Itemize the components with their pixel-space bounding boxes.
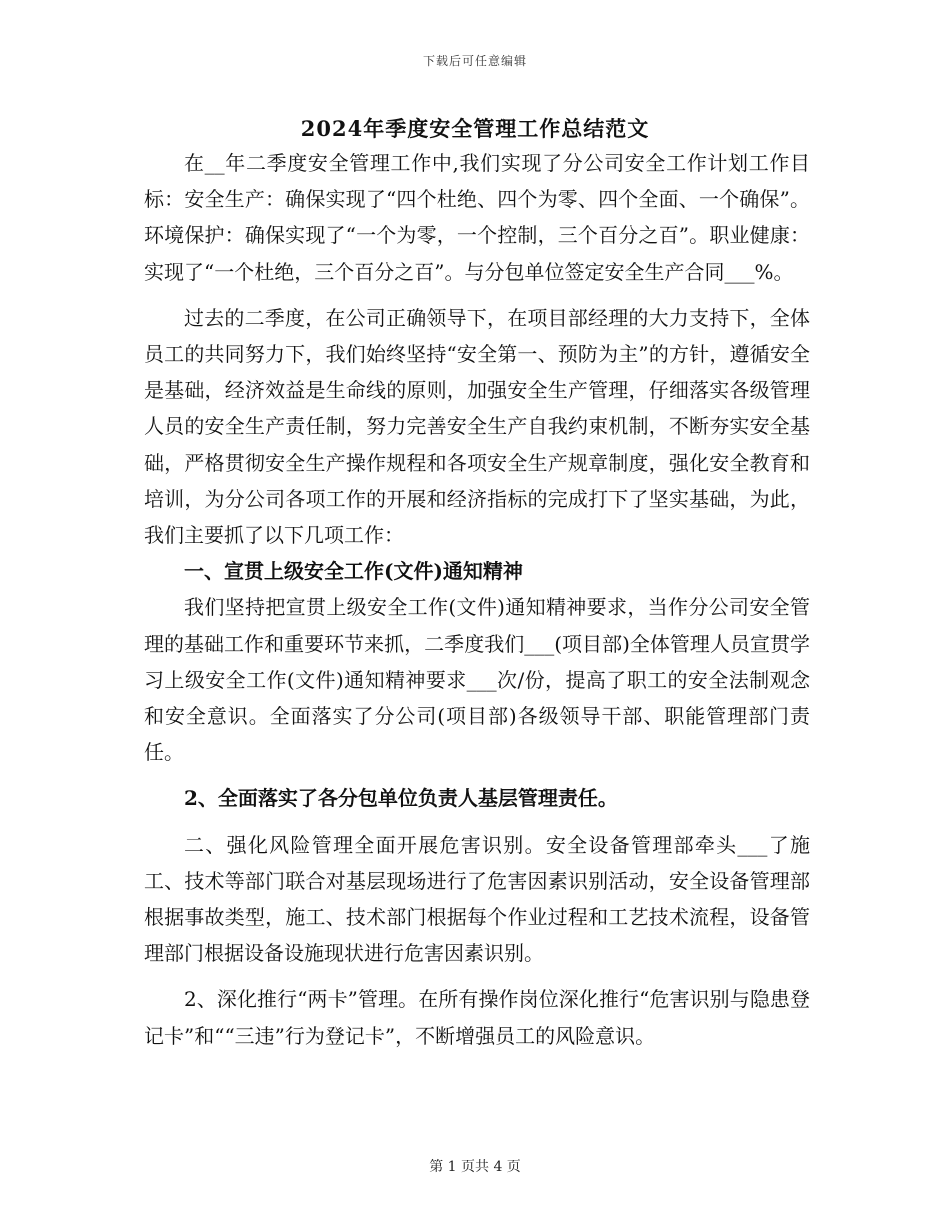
paragraph-section-1: 我们坚持把宣贯上级安全工作(文件)通知精神要求，当作分公司安全管理的基础工作和重要环节来抓，二季度我们___(项目部)全体管理人员宣贯学习上级安全工作(文件)通知精神要求___次/份，提高了职工的安全法制观念和安全意识。全面落实了分公司(项目部)各级领导干部、职能管理部门责任。 (144, 595, 810, 765)
document-title: 2024年季度安全管理工作总结范文 (300, 116, 650, 141)
subsection-heading-2: 2、全面落实了各分包单位负责人基层管理责任。 (184, 786, 618, 811)
page-footer: 第 1 页共 4 页 (429, 1159, 521, 1175)
section-heading-1: 一、宣贯上级安全工作(文件)通知精神 (184, 559, 523, 584)
header-note: 下载后可任意编辑 (422, 54, 527, 68)
document-body (144, 145, 810, 1054)
paragraph-overview: 过去的二季度，在公司正确领导下，在项目部经理的大力支持下，全体员工的共同努力下，我们始终坚持“安全第一、预防为主”的方针，遵循安全是基础，经济效益是生命线的原则，加强安全生产管理，仔细落实各级管理人员的安全生产责任制，努力完善安全生产自我约束机制，不断夯实安全基础，严格贯彻安全生产操作规程和各项安全生产规章制度，强化安全教育和培训，为分公司各项工作的开展和经济指标的完成打下了坚实基础，为此，我们主要抓了以下几项工作： (144, 305, 810, 548)
paragraph-section-2: 二、强化风险管理全面开展危害识别。安全设备管理部牵头___了施工、技术等部门联合对基层现场进行了危害因素识别活动，安全设备管理部根据事故类型，施工、技术部门根据每个作业过程和工艺技术流程，设备管理部门根据设备设施现状进行危害因素识别。 (144, 832, 810, 966)
paragraph-two-cards: 2、深化推行“两卡”管理。在所有操作岗位深化推行“危害识别与隐患登记卡”和““三违”行为登记卡”，不断增强员工的风险意识。 (144, 987, 810, 1048)
paragraph-intro: 在__年二季度安全管理工作中,我们实现了分公司安全工作计划工作目标：安全生产：确保实现了“四个杜绝、四个为零、四个全面、一个确保”。环境保护：确保实现了“一个为零，一个控制，三个百分之百”。职业健康：实现了“一个杜绝，三个百分之百”。与分包单位签定安全生产合同___%。 (144, 151, 810, 284)
